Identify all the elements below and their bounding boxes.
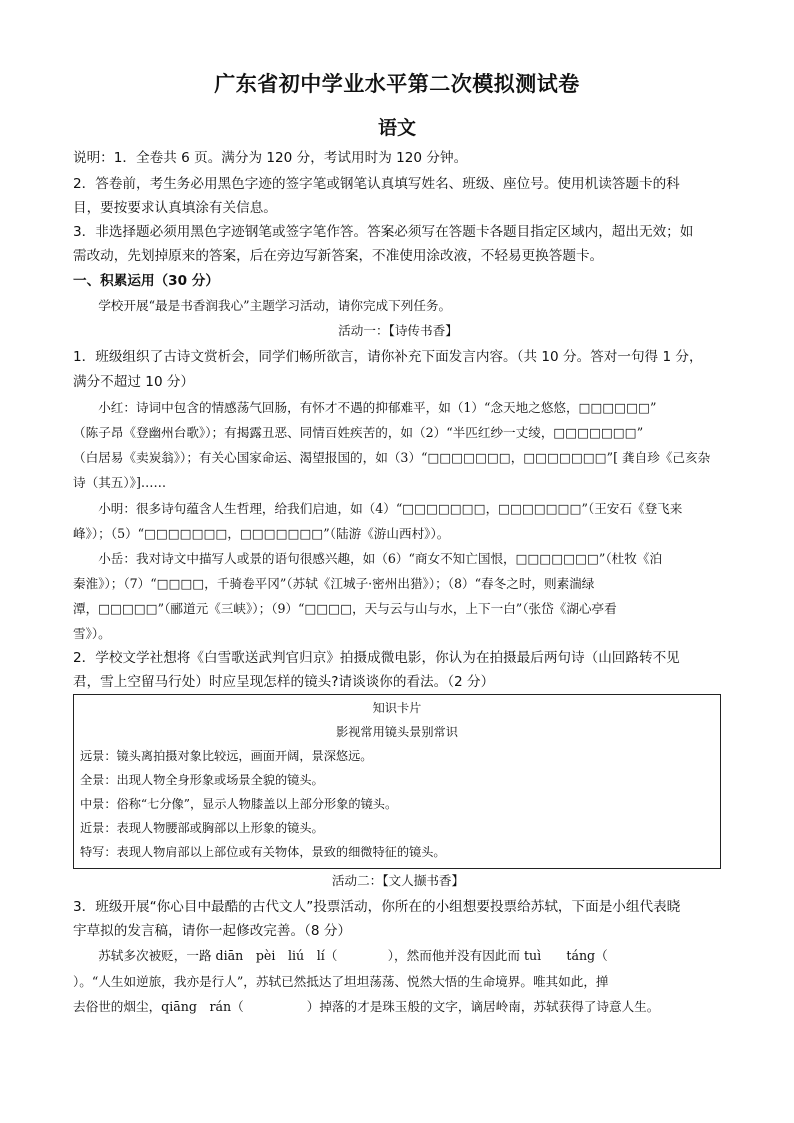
speech-draft-line-3: 去俗世的烟尘，qiāng rán（ ）掉落的才是珠玉般的文字，谪居岭南，苏轼获得了诗意人生。	[73, 999, 660, 1014]
exam-title: 广东省初中学业水平第二次模拟测试卷	[214, 72, 580, 96]
xiaoyue-line-1: 小岳：我对诗文中描写人或景的语句很感兴趣，如（6）“商女不知亡国恨，□□□□□□□”（杜牧《泊	[98, 551, 663, 566]
xiaoyue-line-2: 秦淮》）；（7）“□□□□，千骑卷平冈”（苏轼《江城子·密州出猎》）；（8）“春冬之时，则素湍绿	[73, 576, 595, 591]
instruction-3a: 3．非选择题必须用黑色字迹钢笔或签字笔作答。答案必须写在答题卡各题目指定区域内，超出无效；如	[73, 224, 694, 240]
instruction-2b: 目，要按要求认真填涂有关信息。	[73, 200, 277, 216]
subject-title: 语文	[377, 117, 416, 139]
instruction-3b: 需改动，先划掉原来的答案，后在旁边写新答案，不准使用涂改液，不轻易更换答题卡。	[73, 248, 604, 264]
question-3-stem-a: 3．班级开展“你心目中最酷的古代文人”投票活动，你所在的小组想要投票给苏轼，下面是小组代表晓	[73, 899, 681, 915]
activity-two-title: 活动二：【文人撷书香】	[331, 873, 465, 888]
question-1-stem-a: 1．班级组织了古诗文赏析会，同学们畅所欲言，请你补充下面发言内容。（共 10 分。答对一句得 1 分，	[73, 349, 703, 365]
card-row-close-shot: 近景：表现人物腰部或胸部以上形象的镜头。	[80, 821, 324, 835]
instruction-2a: 2．答卷前，考生务必用黑色字迹的签字笔或钢笔认真填写姓名、班级、座位号。使用机读答题卡的科	[73, 176, 680, 192]
xiaoming-line-1: 小明：很多诗句蕴含人生哲理，给我们启迪，如（4）“□□□□□□□，□□□□□□□”（王安石《登飞来	[98, 501, 683, 516]
section-heading: 一、积累运用（30 分）	[73, 273, 219, 289]
xiaohong-line-1: 小红：诗词中包含的情感荡气回肠，有怀才不遇的抑郁难平，如（1）“念天地之悠悠，□□□□□□”	[98, 400, 657, 415]
question-1-stem-b: 满分不超过 10 分）	[73, 374, 195, 390]
xiaoyue-line-3: 潭，□□□□□”（郦道元《三峡》）；（9）“□□□□，天与云与山与水，上下一白”（张岱《湖心亭看	[73, 601, 617, 616]
knowledge-card	[73, 694, 721, 869]
question-2-stem-a: 2．学校文学社想将《白雪歌送武判官归京》拍摄成微电影，你认为在拍摄最后两句诗（山回路转不见	[73, 650, 680, 666]
card-title: 影视常用镜头景别常识	[336, 725, 458, 739]
xiaohong-line-3: （白居易《卖炭翁》）；有关心国家命运、渴望报国的，如（3）“□□□□□□□，□□□□□□□”[ 龚自珍《己亥杂	[73, 450, 711, 465]
speech-draft-line-2: ）。“人生如逆旅，我亦是行人”，苏轼已然抵达了坦坦荡荡、悦然大悟的生命境界。唯其如此，掸	[73, 974, 609, 989]
xiaohong-line-2: （陈子昂《登幽州台歌》）；有揭露丑恶、同情百姓疾苦的，如（2）“半匹红纱一丈绫，□□□□□□□”	[73, 425, 644, 440]
activity-one-title: 活动一：【诗传书香】	[338, 323, 458, 338]
section-intro: 学校开展“最是书香润我心”主题学习活动，请你完成下列任务。	[98, 298, 452, 313]
card-row-medium-shot: 中景：俗称“七分像”，显示人物膝盖以上部分形象的镜头。	[80, 797, 398, 811]
card-row-closeup: 特写：表现人物肩部以上部位或有关物体，景致的细微特征的镜头。	[80, 845, 446, 859]
speech-draft-line-1: 苏轼多次被贬，一路 diān pèi liú lí（ ），然而他并没有因此而 tuì táng（	[98, 948, 608, 963]
card-row-full-shot: 全景：出现人物全身形象或场景全貌的镜头。	[80, 773, 324, 787]
instruction-1: 说明：1．全卷共 6 页。满分为 120 分，考试用时为 120 分钟。	[73, 150, 468, 166]
xiaohong-line-4: 诗（其五）》]……	[73, 475, 167, 490]
card-row-far-shot: 远景：镜头离拍摄对象比较远，画面开阔，景深悠远。	[80, 749, 373, 763]
question-3-stem-b: 宇草拟的发言稿，请你一起修改完善。（8 分）	[73, 923, 352, 939]
question-2-stem-b: 君，雪上空留马行处）时应呈现怎样的镜头?请谈谈你的看法。（2 分）	[73, 674, 495, 690]
xiaoming-line-2: 峰》）；（5）“□□□□□□□，□□□□□□□”（陆游《游山西村》）。	[73, 526, 450, 541]
xiaoyue-line-4: 雪》）。	[73, 626, 111, 641]
card-label: 知识卡片	[372, 701, 422, 715]
